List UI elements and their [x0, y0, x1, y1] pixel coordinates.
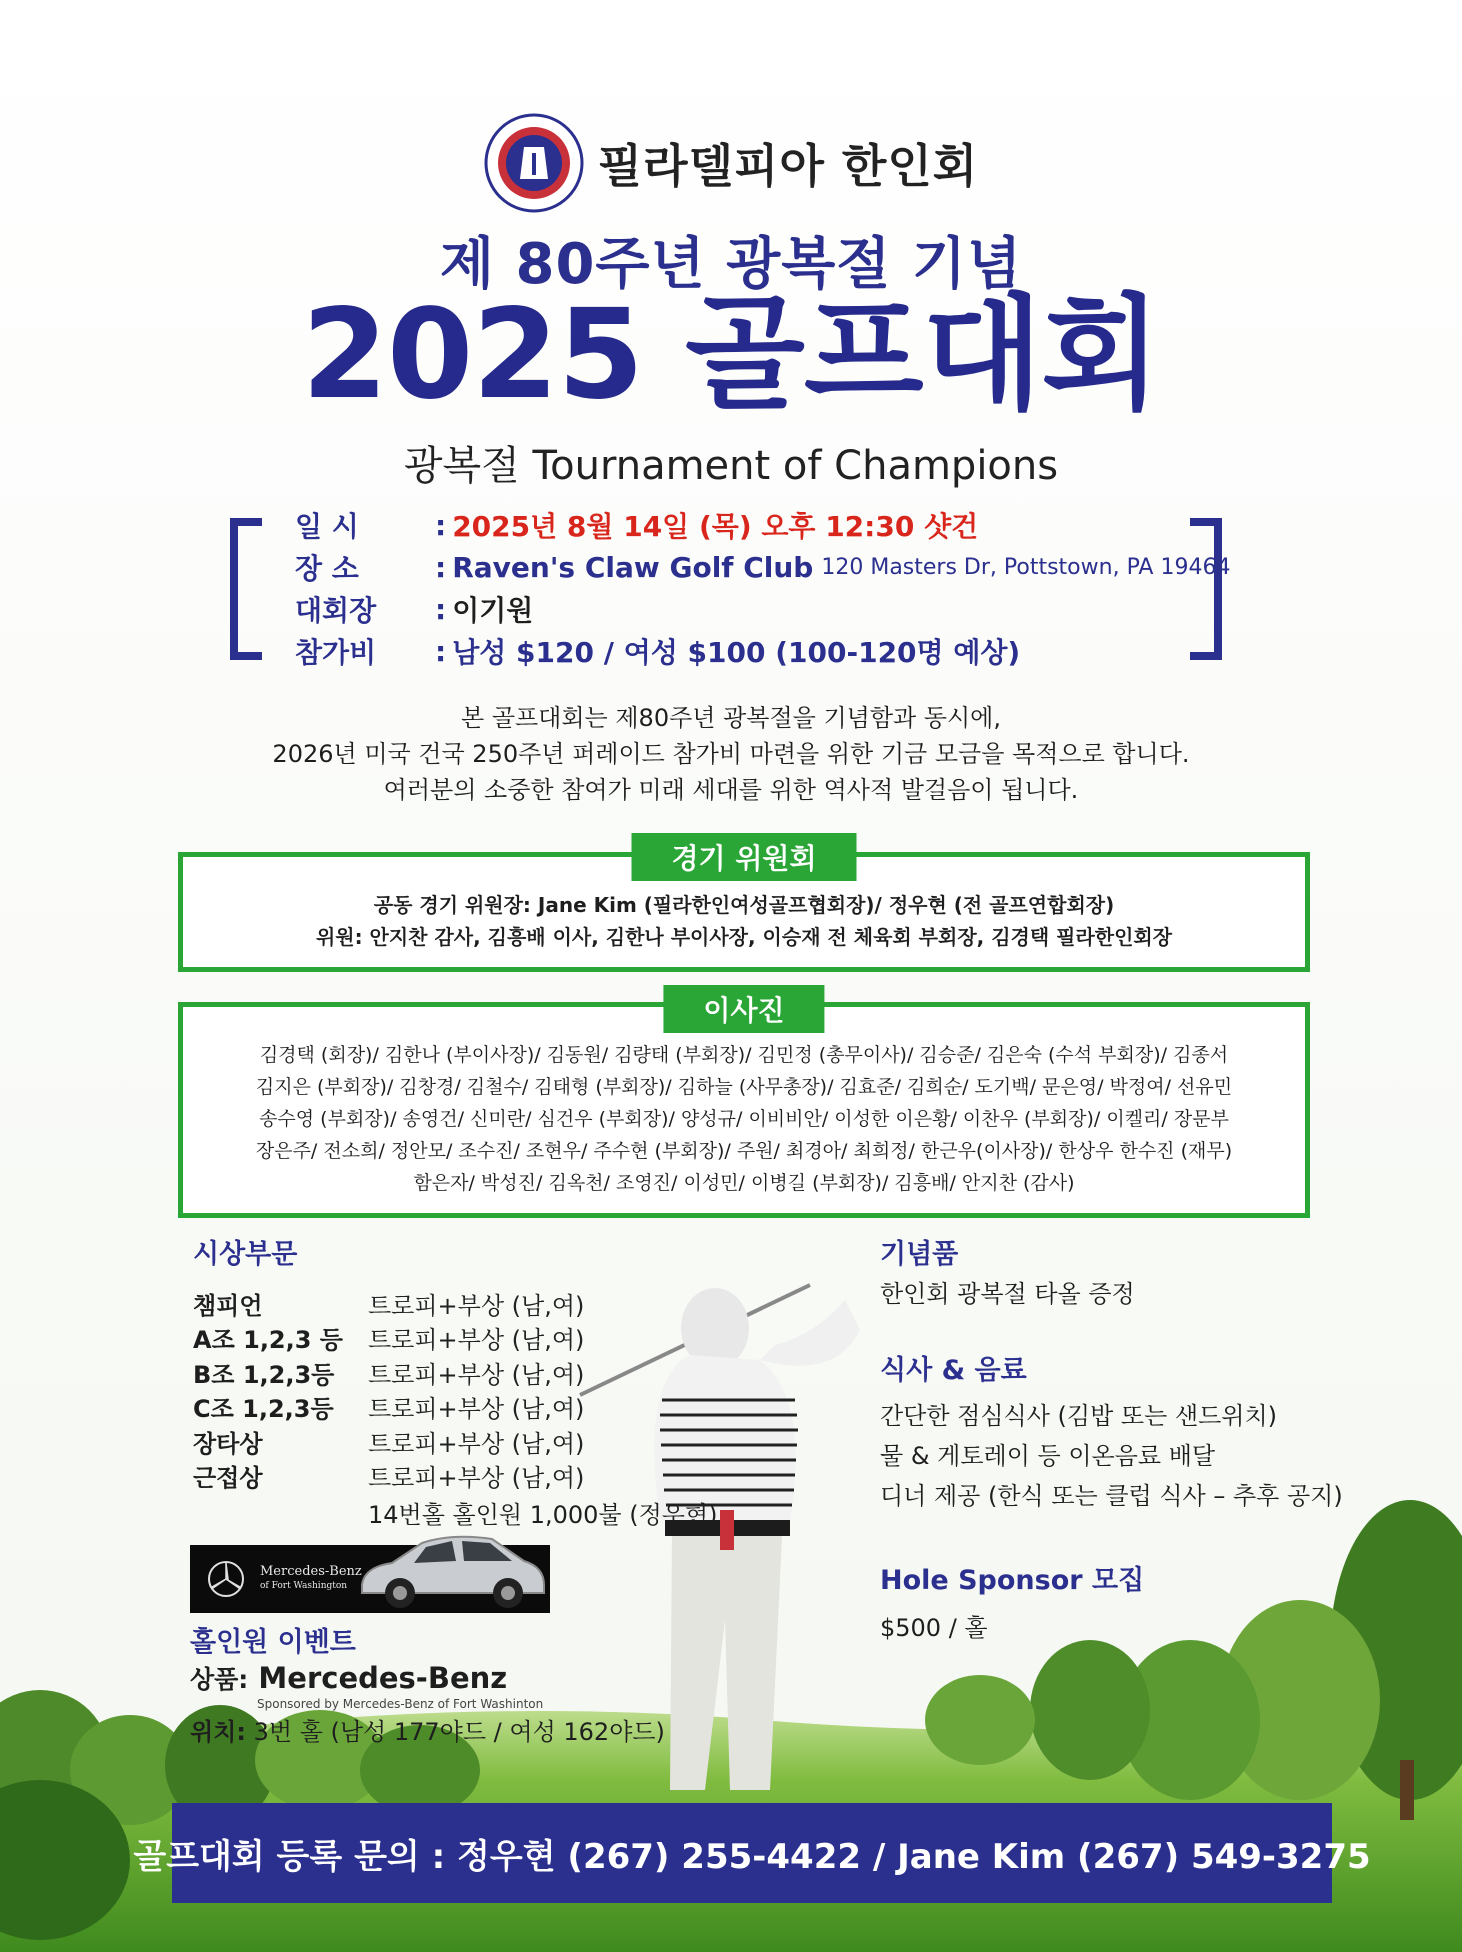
- event-description: [0, 700, 1462, 808]
- info-label-venue: 장 소: [295, 552, 359, 585]
- mercedes-star-icon: [206, 1559, 246, 1599]
- info-row-datetime: 일 시 : 2025년 8월 14일 (목) 오후 12:30 샷건: [295, 504, 1230, 546]
- committee-line: 공동 경기 위원장: Jane Kim (필라한인여성골프협회장)/ 정우현 (전 골프연합회장): [373, 893, 1115, 917]
- registration-contact-banner: 골프대회 등록 문의 : 정우현 (267) 255-4422 / Jane Kim (267) 549-3275: [172, 1803, 1332, 1903]
- board-line: 송수영 (부회장)/ 송영건/ 신미란/ 심건우 (부회장)/ 양성규/ 이비비안/ 이성한 이은황/ 이찬우 (부회장)/ 이켈리/ 장문부: [259, 1108, 1229, 1130]
- prize-label: 상품:: [190, 1665, 249, 1694]
- award-prize: 트로피+부상 (남,여): [368, 1291, 585, 1320]
- board-line: 장은주/ 전소희/ 정안모/ 조수진/ 조현우/ 주수현 (부회장)/ 주원/ 최경아/ 최희정/ 한근우(이사장)/ 한상우 한수진 (재무): [255, 1140, 1233, 1162]
- meals-title: 식사 & 음료: [880, 1355, 1027, 1386]
- info-row-fee: 참가비 : 남성 $120 / 여성 $100 (100-120명 예상): [295, 630, 1230, 672]
- awards-title: 시상부문: [193, 1239, 298, 1270]
- board-line: 함은자/ 박성진/ 김옥천/ 조영진/ 이성민/ 이병길 (부회장)/ 김흥배/ 안지찬 (감사): [413, 1172, 1075, 1194]
- event-info: [295, 504, 1230, 672]
- location-value: 3번 홀 (남성 177야드 / 여성 162야드): [253, 1718, 665, 1746]
- award-row: [193, 1286, 584, 1321]
- hole-in-one-sponsor: Sponsored by Mercedes-Benz of Fort Washinton: [257, 1697, 544, 1711]
- info-value-venue: Raven's Claw Golf Club: [452, 550, 814, 584]
- info-label-datetime: 일 시: [295, 510, 359, 543]
- info-value-fee: 남성 $120 / 여성 $100 (100-120명 예상): [452, 636, 1021, 669]
- award-row: [193, 1459, 584, 1494]
- souvenir-title: 기념품: [880, 1239, 959, 1270]
- award-prize: 트로피+부상 (남,여): [368, 1429, 585, 1458]
- award-row: [193, 1355, 584, 1390]
- location-label: 위치:: [190, 1718, 246, 1746]
- sponsor-badge-name: Mercedes-Benz: [260, 1564, 362, 1579]
- english-title: 광복절 Tournament of Champions: [403, 443, 1059, 489]
- description-line: 2026년 미국 건국 250주년 퍼레이드 참가비 마련을 위한 기금 모금을 목적으로 합니다.: [272, 740, 1190, 768]
- org-name: 필라델피아 한인회: [597, 139, 979, 193]
- description-line: 본 골프대회는 제80주년 광복절을 기념함과 동시에,: [461, 704, 1001, 732]
- board-line: 김경택 (회장)/ 김한나 (부이사장)/ 김동원/ 김량태 (부회장)/ 김민정 (총무이사)/ 김승준/ 김은숙 (수석 부회장)/ 김종서: [259, 1044, 1229, 1066]
- hole-in-one-title: 홀인원 이벤트: [190, 1627, 356, 1658]
- sponsor-badge-location: of Fort Washington: [260, 1581, 348, 1591]
- info-row-chair: 대회장 : 이기원: [295, 588, 1230, 630]
- award-name: C조 1,2,3등: [193, 1395, 334, 1424]
- prize-value: Mercedes-Benz: [258, 1661, 508, 1695]
- award-name: 장타상: [193, 1429, 263, 1458]
- awards-list: [193, 1286, 584, 1493]
- info-row-venue: 장 소 : Raven's Claw Golf Club 120 Masters Dr, Pottstown, PA 19464: [295, 546, 1230, 588]
- award-prize: 트로피+부상 (남,여): [368, 1395, 585, 1424]
- org-header: [0, 128, 1462, 198]
- award-name: 근접상: [193, 1464, 263, 1493]
- award-name: B조 1,2,3등: [193, 1360, 335, 1389]
- event-subtitle: 제 80주년 광복절 기념: [439, 232, 1023, 297]
- mercedes-suv-image: [352, 1515, 552, 1615]
- info-value-datetime: 2025년 8월 14일 (목) 오후 12:30 샷건: [452, 510, 979, 543]
- event-title: 2025 골프대회: [301, 283, 1161, 427]
- description-line: 여러분의 소중한 참여가 미래 세대를 위한 역사적 발걸음이 됩니다.: [383, 776, 1079, 804]
- info-label-fee: 참가비: [295, 636, 377, 669]
- committee-title: 경기 위원회: [632, 833, 857, 881]
- award-row: [193, 1390, 584, 1425]
- committee-text: [183, 889, 1305, 953]
- souvenir-text: 한인회 광복절 타올 증정: [880, 1280, 1135, 1308]
- hole-in-one-location: [190, 1712, 665, 1747]
- hole-in-one-cash-prize: 14번홀 홀인원 1,000불 (정우현): [368, 1501, 718, 1529]
- award-row: [193, 1424, 584, 1459]
- info-label-chair: 대회장: [295, 594, 377, 627]
- meals-line: 디너 제공 (한식 또는 클럽 식사 – 추후 공지): [880, 1482, 1343, 1510]
- committee-box: [178, 842, 1310, 972]
- award-prize: 트로피+부상 (남,여): [368, 1326, 585, 1355]
- award-prize: 트로피+부상 (남,여): [368, 1464, 585, 1493]
- committee-line: 위원: 안지찬 감사, 김흥배 이사, 김한나 부이사장, 이승재 전 체육회 부회장, 김경택 필라한인회장: [315, 925, 1173, 949]
- venue-address: 120 Masters Dr, Pottstown, PA 19464: [821, 554, 1231, 580]
- hole-sponsor-price: $500 / 홀: [880, 1614, 988, 1642]
- left-bracket: [230, 518, 262, 660]
- board-title: 이사진: [663, 985, 824, 1033]
- meals-line: 물 & 게토레이 등 이온음료 배달: [880, 1442, 1216, 1470]
- award-prize: 트로피+부상 (남,여): [368, 1360, 585, 1389]
- award-name: A조 1,2,3 등: [193, 1326, 343, 1355]
- board-line: 김지은 (부회장)/ 김창경/ 김철수/ 김태형 (부회장)/ 김하늘 (사무총장)/ 김효준/ 김희순/ 도기백/ 문은영/ 박정여/ 선유민: [255, 1076, 1233, 1098]
- award-name: 챔피언: [193, 1291, 263, 1320]
- board-box: [178, 994, 1310, 1218]
- korean-association-seal-icon: [484, 113, 584, 213]
- board-text: [183, 1039, 1305, 1199]
- hole-in-one-prize: [190, 1660, 507, 1696]
- hole-sponsor-title: Hole Sponsor 모집: [880, 1565, 1145, 1596]
- info-value-chair: 이기원: [452, 594, 534, 627]
- award-row: [193, 1321, 584, 1356]
- meals-line: 간단한 점심식사 (김밥 또는 샌드위치): [880, 1402, 1278, 1430]
